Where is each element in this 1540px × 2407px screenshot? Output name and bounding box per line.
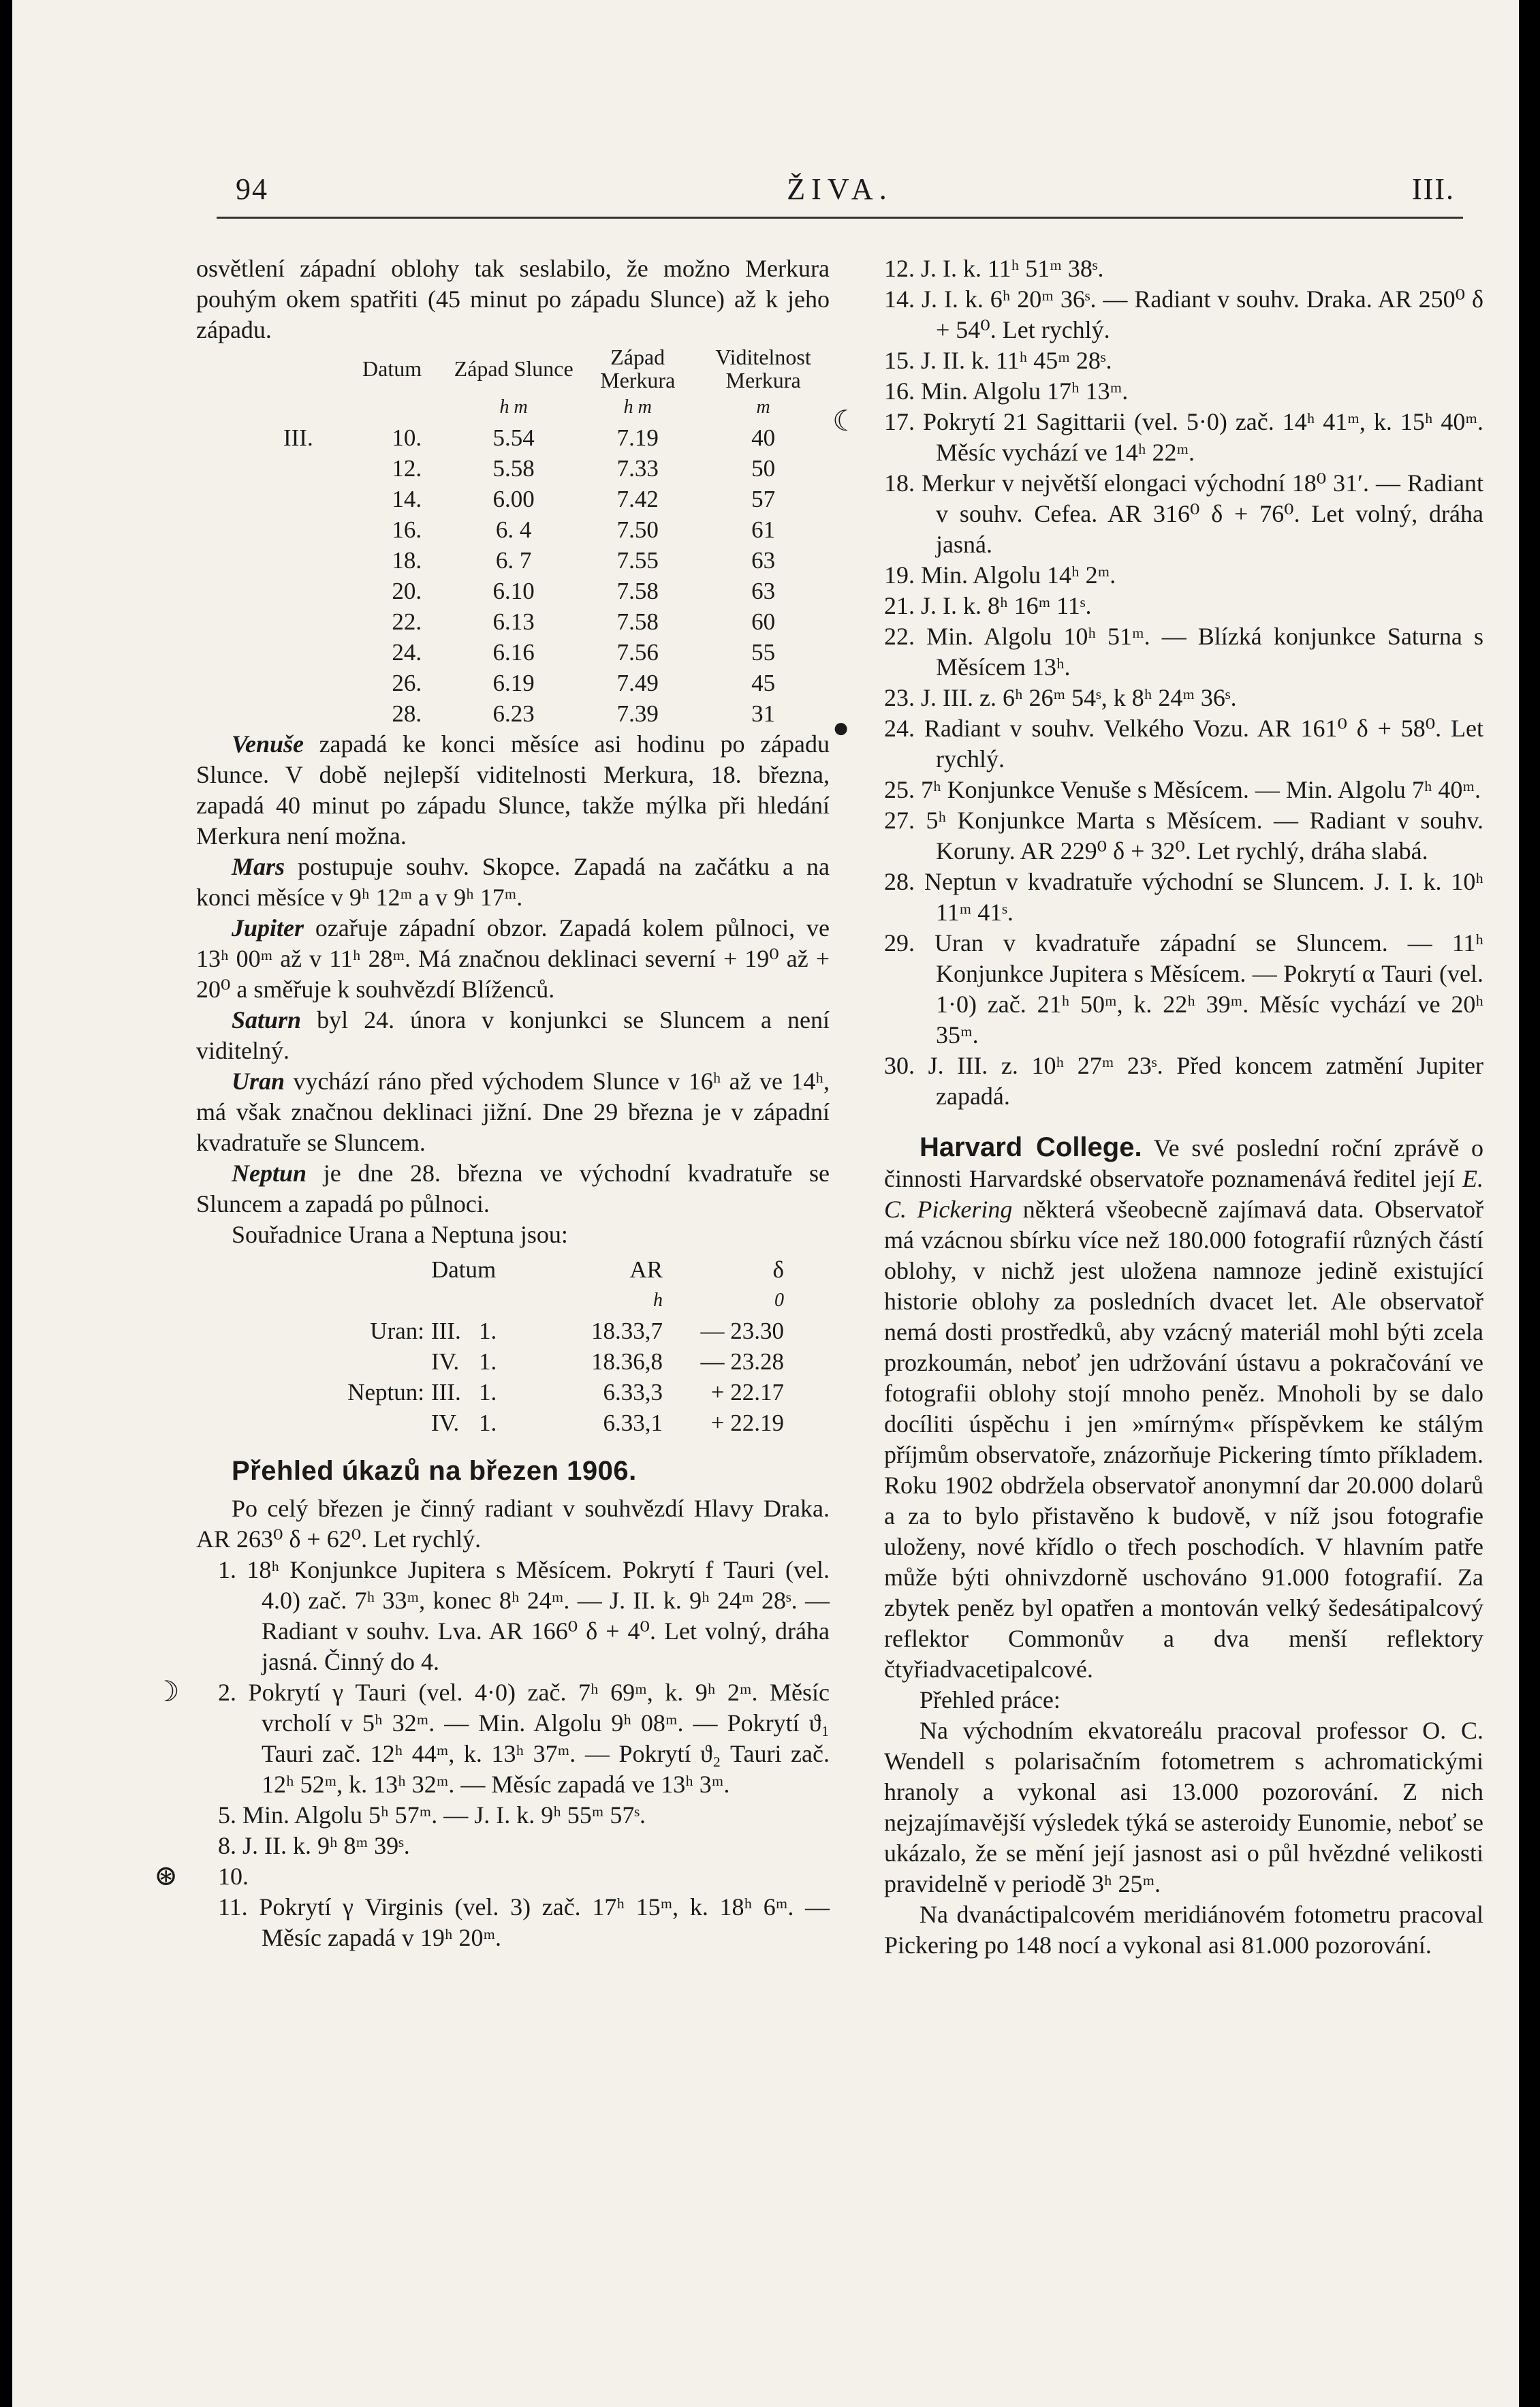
- event-item: [884, 560, 1483, 591]
- cell-mercury: 7.42: [616, 486, 659, 512]
- cell-visibility: 63: [751, 578, 776, 604]
- event-day: 5.: [218, 1801, 236, 1829]
- event-item: [196, 1892, 830, 1953]
- cell-planet: Uran:: [370, 1318, 424, 1344]
- cell-date: 26.: [392, 670, 422, 696]
- event-day: 19.: [884, 561, 915, 589]
- event-item: [884, 284, 1483, 345]
- planet-name-jupiter: Jupiter: [232, 914, 304, 942]
- table-row: [315, 1316, 784, 1346]
- event-item: [884, 376, 1483, 407]
- event-text: Pokrytí γ Tauri (vel. 4·0) zač. 7ʰ 69ᵐ, k. 9ʰ 2ᵐ. Měsíc vrcholí v 5ʰ 32ᵐ. — Min. Algolu 9ʰ 08ᵐ. — Pokrytí ϑ₁ Tauri zač. 12ʰ 44ᵐ, k. 13ʰ 37ᵐ. — Pokrytí ϑ₂ Tauri zač. 12ʰ 52ᵐ, k. 13ʰ 32ᵐ. — Měsíc zapadá ve 13ʰ 3ᵐ.: [248, 1679, 830, 1798]
- event-item: [884, 867, 1483, 928]
- harvard-text-a: Ve své poslední roční zprávě o činnosti Harvardské observatoře poznamenává ředitel její: [884, 1134, 1484, 1192]
- unit-visibility: m: [756, 397, 770, 418]
- cell-dec: + 22.19: [710, 1410, 784, 1436]
- cell-date: 12.: [392, 455, 422, 482]
- volume-number: III.: [1412, 172, 1455, 206]
- cell-date: 28.: [392, 700, 422, 727]
- month-label: III.: [283, 424, 313, 451]
- event-text: J. III. z. 10ʰ 27ᵐ 23ˢ. Před koncem zatmění Jupiter zapadá.: [928, 1052, 1483, 1110]
- event-day: 18.: [884, 469, 915, 497]
- event-item: [884, 928, 1483, 1051]
- mars-paragraph: [196, 852, 830, 913]
- cell-dec: + 22.17: [710, 1379, 784, 1406]
- cell-day: 1.: [479, 1410, 497, 1436]
- cell-sunset: 5.54: [492, 424, 535, 451]
- journal-title: ŽIVA.: [787, 172, 893, 206]
- col-header-sunset: Západ Slunce: [454, 356, 573, 381]
- cell-mercury: 7.58: [616, 578, 659, 604]
- cell-sunset: 6.23: [492, 700, 535, 727]
- planet-name-venus: Venuše: [232, 730, 304, 758]
- cell-visibility: 50: [751, 455, 776, 482]
- table-row: [315, 1408, 784, 1438]
- table-row: [283, 668, 830, 698]
- coordinates-table: [315, 1254, 784, 1438]
- table-row: [283, 514, 830, 545]
- event-text: J. I. k. 8ʰ 16ᵐ 11ˢ.: [921, 592, 1092, 619]
- mercury-table: [283, 345, 830, 729]
- cell-date: 16.: [392, 516, 422, 543]
- cell-visibility: 45: [751, 670, 776, 696]
- harvard-paragraph-3: Na východním ekvatoreálu pracoval professor O. C. Wendell s polarisačním fotometrem s achromatickými hranoly a vykonal asi 13.000 pozorování. Z nich nejzajímavější výsledek týká se asteroidy Eunomie, neboť se ukázalo, že se mění její jasnost asi o půl hvězdné velikosti pravidelně v periodě 3ʰ 25ᵐ.: [884, 1717, 1483, 1897]
- event-text: Pokrytí 21 Sagittarii (vel. 5·0) zač. 14ʰ 41ᵐ, k. 15ʰ 40ᵐ. Měsíc vychází ve 14ʰ 22ᵐ.: [922, 408, 1483, 466]
- event-item: [884, 775, 1483, 805]
- event-day: 8.: [218, 1832, 236, 1859]
- unit-ra: h: [653, 1290, 663, 1311]
- event-day: 30.: [884, 1052, 915, 1079]
- cell-date: 24.: [392, 639, 422, 666]
- col-header-ra: AR: [629, 1256, 663, 1283]
- col-header-dec: δ: [772, 1256, 784, 1283]
- event-text: J. I. k. 6ʰ 20ᵐ 36ˢ. — Radiant v souhv. Draka. AR 250⁰ δ + 54⁰. Let rychlý.: [921, 285, 1484, 343]
- table-row: [283, 576, 830, 606]
- event-day: 25.: [884, 776, 915, 803]
- planet-name-neptune: Neptun: [232, 1160, 307, 1187]
- event-text: Pokrytí γ Virginis (vel. 3) zač. 17ʰ 15ᵐ, k. 18ʰ 6ᵐ. — Měsíc zapadá v 19ʰ 20ᵐ.: [259, 1893, 830, 1951]
- jupiter-text: ozařuje západní obzor. Zapadá kolem půlnoci, ve 13ʰ 00ᵐ až v 11ʰ 28ᵐ. Má značnou deklinaci severní + 19⁰ až + 20⁰ a směřuje k souhvězdí Blíženců.: [196, 914, 830, 1003]
- planet-name-uranus: Uran: [232, 1068, 285, 1095]
- event-item: [196, 1831, 830, 1861]
- header-rule: [217, 217, 1463, 219]
- full-moon-icon: ⊛: [154, 1861, 178, 1892]
- event-day: 22.: [884, 623, 915, 650]
- event-item: [832, 713, 1483, 775]
- cell-sunset: 6.13: [492, 608, 535, 635]
- cell-planet: [315, 1408, 431, 1438]
- cell-date: 20.: [392, 578, 422, 604]
- cell-date: 18.: [392, 547, 422, 574]
- running-header: [217, 172, 1463, 214]
- cell-sunset: 6.16: [492, 639, 535, 666]
- col-header-date: Datum: [431, 1256, 497, 1283]
- cell-ra: 6.33,1: [603, 1410, 663, 1436]
- cell-mercury: 7.49: [616, 670, 659, 696]
- table-row: [283, 606, 830, 637]
- cell-sunset: 5.58: [492, 455, 535, 482]
- col-header-date: Datum: [362, 356, 422, 381]
- section-intro: Po celý březen je činný radiant v souhvězdí Hlavy Draka. AR 263⁰ δ + 62⁰. Let rychlý.: [196, 1495, 830, 1553]
- cell-month: IV.: [431, 1348, 460, 1375]
- event-text: Radiant v souhv. Velkého Vozu. AR 161⁰ δ + 58⁰. Let rychlý.: [924, 715, 1483, 773]
- event-day: 11.: [218, 1893, 248, 1921]
- cell-planet: Neptun:: [347, 1379, 424, 1406]
- harvard-paragraph-1: [884, 1132, 1483, 1685]
- cell-visibility: 55: [751, 639, 776, 666]
- neptune-paragraph: [196, 1158, 830, 1220]
- event-day: 16.: [884, 377, 915, 405]
- jupiter-paragraph: [196, 913, 830, 1005]
- event-text: J. II. k. 11ʰ 45ᵐ 28ˢ.: [921, 347, 1112, 374]
- cell-date: 14.: [392, 486, 422, 512]
- intro-paragraph: osvětlení západní oblohy tak seslabilo, že možno Merkura pouhým okem spatřiti (45 minut po západu Slunce) až k jeho západu.: [196, 255, 830, 343]
- cell-sunset: 6. 4: [495, 516, 532, 543]
- event-day: 29.: [884, 929, 915, 957]
- harvard-director-name: E. C. Pickering: [884, 1165, 1483, 1223]
- event-text: 7ʰ Konjunkce Venuše s Měsícem. — Min. Algolu 7ʰ 40ᵐ.: [921, 776, 1481, 803]
- event-day: 15.: [884, 347, 915, 374]
- first-quarter-moon-icon: ☽: [154, 1677, 180, 1708]
- planet-name-mars: Mars: [232, 853, 285, 880]
- left-column: [154, 253, 830, 1953]
- table-row: [283, 453, 830, 484]
- cell-mercury: 7.39: [616, 700, 659, 727]
- event-text: J. II. k. 9ʰ 8ᵐ 39ˢ.: [242, 1832, 410, 1859]
- cell-visibility: 63: [751, 547, 776, 574]
- event-text: Merkur v největší elongaci východní 18⁰ 31′. — Radiant v souhv. Cefea. AR 316⁰ δ + 76⁰. Let volný, dráha jasná.: [921, 469, 1483, 558]
- table-row: [283, 484, 830, 514]
- event-item: [884, 683, 1483, 713]
- cell-visibility: 60: [751, 608, 776, 635]
- event-item: [154, 1861, 830, 1892]
- table-header-row: [315, 1254, 784, 1285]
- event-text: Min. Algolu 17ʰ 13ᵐ.: [921, 377, 1129, 405]
- cell-date: 10.: [392, 424, 422, 451]
- harvard-paragraph-2: Přehled práce:: [920, 1686, 1060, 1713]
- event-item: [154, 1677, 830, 1800]
- cell-sunset: 6.10: [492, 578, 535, 604]
- event-text: Min. Algolu 10ʰ 51ᵐ. — Blízká konjunkce Saturna s Měsícem 13ʰ.: [926, 623, 1484, 681]
- cell-sunset: 6.00: [492, 486, 535, 512]
- event-item: [196, 1555, 830, 1677]
- right-column: [832, 253, 1484, 1961]
- event-day: 21.: [884, 592, 915, 619]
- cell-visibility: 57: [751, 486, 776, 512]
- cell-mercury: 7.33: [616, 455, 659, 482]
- cell-mercury: 7.19: [616, 424, 659, 451]
- event-text: J. I. k. 11ʰ 51ᵐ 38ˢ.: [921, 255, 1104, 282]
- table-row: [283, 422, 830, 453]
- event-text: Min. Algolu 14ʰ 2ᵐ.: [921, 561, 1116, 589]
- cell-mercury: 7.56: [616, 639, 659, 666]
- last-quarter-moon-icon: ☾: [832, 406, 858, 437]
- mars-text: postupuje souhv. Skopce. Zapadá na začátku a na konci měsíce v 9ʰ 12ᵐ a v 9ʰ 17ᵐ.: [196, 853, 830, 911]
- cell-ra: 18.33,7: [591, 1318, 663, 1344]
- cell-visibility: 31: [751, 700, 776, 727]
- page-number: 94: [236, 172, 268, 206]
- event-text: Uran v kvadratuře západní se Sluncem. — 11ʰ Konjunkce Jupitera s Měsícem. — Pokrytí α Tauri (vel. 1·0) zač. 21ʰ 50ᵐ, k. 22ʰ 39ᵐ. Měsíc vychází ve 20ʰ 35ᵐ.: [934, 929, 1483, 1049]
- neptune-text: je dne 28. března ve východní kvadratuře se Sluncem a zapadá po půlnoci.: [196, 1160, 830, 1217]
- event-day: 24.: [884, 715, 915, 742]
- saturn-paragraph: [196, 1005, 830, 1066]
- unit-dec: 0: [774, 1290, 784, 1311]
- event-item: [884, 345, 1483, 376]
- uranus-paragraph: [196, 1066, 830, 1158]
- event-item: [884, 468, 1483, 560]
- cell-mercury: 7.55: [616, 547, 659, 574]
- event-item: [884, 591, 1483, 621]
- cell-dec: — 23.28: [700, 1348, 784, 1375]
- table-units-row: [315, 1285, 784, 1316]
- page-sheet: [12, 0, 1519, 2407]
- event-text: Neptun v kvadratuře východní se Sluncem. J. I. k. 10ʰ 11ᵐ 41ˢ.: [924, 868, 1483, 926]
- unit-sunset: h m: [499, 397, 528, 418]
- event-text: Min. Algolu 5ʰ 57ᵐ. — J. I. k. 9ʰ 55ᵐ 57ˢ.: [242, 1801, 646, 1829]
- harvard-paragraph-4: Na dvanáctipalcovém meridiánovém fotometru pracoval Pickering po 148 nocí a vykonal asi 81.000 pozorování.: [884, 1901, 1483, 1959]
- new-moon-icon: ●: [832, 713, 850, 744]
- cell-day: 1.: [479, 1318, 497, 1344]
- event-item: [884, 621, 1483, 683]
- unit-mercury: h m: [623, 397, 652, 418]
- table-row: [283, 698, 830, 729]
- table-row: [283, 637, 830, 668]
- event-day: 17.: [884, 408, 915, 435]
- venus-text: zapadá ke konci měsíce asi hodinu po západu Slunce. V době nejlepší viditelnosti Merkura, 18. března, zapadá 40 minut po západu Slunce, takže mýlka při hledání Merkura není možna.: [196, 730, 830, 850]
- section-heading: Přehled úkazů na březen 1906.: [232, 1456, 637, 1486]
- event-item: [832, 406, 1483, 468]
- table-row: [283, 545, 830, 576]
- table-row: [315, 1346, 784, 1377]
- venus-paragraph: [196, 729, 830, 852]
- event-day: 28.: [884, 868, 915, 895]
- event-item: [196, 1800, 830, 1831]
- cell-sunset: 6.19: [492, 670, 535, 696]
- cell-ra: 18.36,8: [591, 1348, 663, 1375]
- coords-intro: Souřadnice Urana a Neptuna jsou:: [232, 1221, 568, 1248]
- cell-date: 22.: [392, 608, 422, 635]
- event-day: 12.: [884, 255, 915, 282]
- col-header-mercury-set: Západ Merkura: [600, 345, 676, 392]
- table-units-row: [283, 392, 830, 422]
- event-text: J. III. z. 6ʰ 26ᵐ 54ˢ, k 8ʰ 24ᵐ 36ˢ.: [921, 684, 1237, 711]
- uranus-text: vychází ráno před východem Slunce v 16ʰ až ve 14ʰ, má však značnou deklinaci jižní. Dne 29 března je v západní kvadratuře se Sluncem.: [196, 1068, 830, 1156]
- event-day: 14.: [884, 285, 915, 313]
- event-day: 1.: [218, 1556, 236, 1583]
- event-day: 23.: [884, 684, 915, 711]
- cell-day: 1.: [479, 1348, 497, 1375]
- table-header-row: [283, 345, 830, 392]
- cell-sunset: 6. 7: [495, 547, 532, 574]
- saturn-text: byl 24. února v konjunkci se Sluncem a není viditelný.: [196, 1006, 830, 1064]
- cell-visibility: 61: [751, 516, 776, 543]
- event-item: [884, 1051, 1483, 1112]
- cell-mercury: 7.50: [616, 516, 659, 543]
- planet-name-saturn: Saturn: [232, 1006, 302, 1034]
- cell-mercury: 7.58: [616, 608, 659, 635]
- cell-dec: — 23.30: [700, 1318, 784, 1344]
- cell-day: 1.: [479, 1379, 497, 1406]
- cell-month: IV.: [431, 1410, 460, 1436]
- event-item: [884, 253, 1483, 284]
- event-text: 5ʰ Konjunkce Marta s Měsícem. — Radiant v souhv. Koruny. AR 229⁰ δ + 32⁰. Let rychlý, dráha slabá.: [926, 807, 1484, 865]
- cell-month: III.: [431, 1318, 461, 1344]
- col-header-visibility: Viditelnost Merkura: [715, 345, 811, 392]
- event-item: [884, 805, 1483, 867]
- event-day: 2.: [218, 1679, 236, 1706]
- harvard-heading: Harvard College.: [920, 1132, 1142, 1162]
- cell-ra: 6.33,3: [603, 1379, 663, 1406]
- event-text: 18ʰ Konjunkce Jupitera s Měsícem. Pokrytí f Tauri (vel. 4.0) zač. 7ʰ 33ᵐ, konec 8ʰ 24ᵐ. — J. II. k. 9ʰ 24ᵐ 28ˢ. — Radiant v souhv. Lva. AR 166⁰ δ + 4⁰. Let volný, dráha jasná. Činný do 4.: [247, 1556, 830, 1675]
- cell-planet: [315, 1346, 431, 1377]
- cell-visibility: 40: [751, 424, 776, 451]
- table-row: [315, 1377, 784, 1408]
- event-day: 27.: [884, 807, 915, 834]
- cell-month: III.: [431, 1379, 461, 1406]
- harvard-text-b: některá všeobecně zajímavá data. Observatoř má vzácnou sbírku více než 180.000 fotografií různých částí oblohy, v nichž jest uložena namnoze jedině existující historie oblohy za posledních dvacet let. Ale observatoř nemá dosti prostředků, aby vzácný materiál mohl býti zcela prozkoumán, neboť jen udržování ústavu a pokračování ve fotografii oblohy stojí mnoho peněz. Mnoholi by se dalo docíliti úspěchu i jen »mírným« příspěvkem ke stálým příjmům observatoře, znázorňuje Pickering tímto příkladem. Roku 1902 obdržela observatoř anonymní dar 20.000 dolarů a za to bylo přistavěno k budově, v níž jsou fotografie uloženy, nové křídlo o třech poschodích. V hlavním patře může býti ohnivzdorně uschováno 91.000 fotografií. Za zbytek peněz byl opatřen a montován velký šedesátipalcový reflektor Commonův a dva menší reflektory čtyřiadvacetipalcové.: [884, 1196, 1484, 1683]
- event-day: 10.: [218, 1863, 249, 1890]
